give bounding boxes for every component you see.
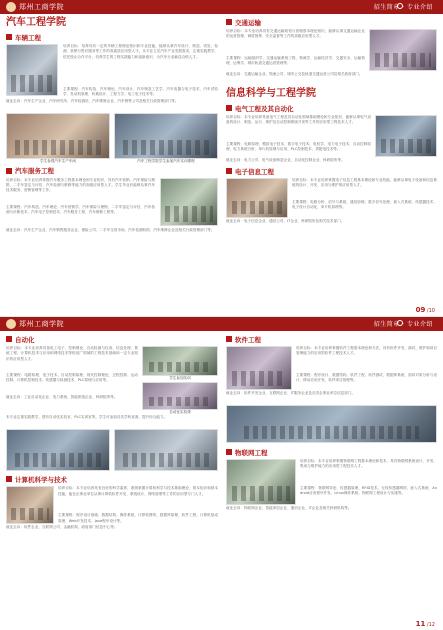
paragraph: 主要课程：物联网导论、传感器原理、RFID技术、无线传感器网络、嵌入式系统、Android应用程序开发、Linux操作系统、物联网工程设计与实施等。 (300, 486, 437, 496)
paragraph: 培养目标：本专业培养掌握物联网工程基本理论和技术，具有物联网系统设计、开发、集成与维护能力的应用型工程技术人才。 (300, 459, 437, 469)
paragraph: 培养目标：本专业培养具备电气工程及其自动化领域基础理论和专业知识，能够从事电气设备的设计、制造、运行、维护及自动控制系统开发等工作的应用型工程技术人才。 (226, 115, 371, 125)
paragraph: 主要课程：汽车构造、汽车理论、汽车营销学、汽车保险与理赔、二手车鉴定与评估、汽车检测与诊断技术、汽车电子控制技术、汽车服务工程、汽车维修工程等。 (6, 204, 155, 214)
paragraph: 就业去向：物联网企业、智能家居企业、通信企业、IT企业及相关科研机构等。 (226, 506, 352, 510)
square-bullet-icon (226, 19, 232, 25)
school-name: 郑州工商学院 (19, 3, 64, 11)
electronics-photo (226, 178, 288, 218)
school-logo-icon (6, 319, 16, 329)
cs-photo (6, 486, 54, 524)
brochure-page-2 (0, 316, 443, 630)
photo-training (114, 113, 218, 159)
paragraph: 主要课程：电路分析、信号与系统、通信原理、数字信号处理、嵌入式系统、传感器技术、电子设计自动化、单片机原理等。 (292, 200, 437, 210)
photo-caption: 自动化实验课 (169, 409, 191, 414)
school-name: 郑州工商学院 (19, 320, 64, 328)
paragraph: 就业去向：电子信息企业、通信公司、IT企业、科研院所及相关技术部门。 (226, 219, 345, 223)
left-column (6, 17, 218, 239)
paragraph: 就业去向：工业自动化企业、电力系统、智能制造企业、科研院所等。 (6, 395, 118, 399)
subsection-title: 车辆工程 (15, 33, 41, 42)
square-bullet-icon (226, 336, 232, 342)
square-bullet-icon (226, 105, 232, 111)
photo-caption: 学生参观汽车生产车间 (40, 159, 76, 163)
right-column (226, 17, 437, 230)
subsection-title: 交通运输 (235, 18, 261, 27)
paragraph: 主要课程：程序设计、数据结构、软件工程、软件测试、数据库系统、面向对象分析与设计、移动应用开发、软件项目管理等。 (296, 373, 437, 383)
paragraph: 主要课程：电路原理、模拟电子技术、数字电子技术、电机学、电力电子技术、自动控制原理、电力系统分析、单片机原理与应用、PLC控制技术、供配电技术等。 (226, 142, 371, 152)
paragraph: 就业去向：汽车生产企业、汽车研究所、汽车检测站、汽车维修企业、汽车销售公司及相关行政管理部门等。 (6, 99, 179, 103)
subsection-heading (6, 334, 218, 344)
paragraph: 培养目标：本专业培养具有交通运输规划与管理基本理论知识，能够从事交通运输企业的运营管理、调度指挥、安全监督等工作的高级应用型人才。 (226, 29, 365, 39)
subsection-heading (226, 17, 437, 27)
paragraph: 就业去向：电力公司、电气设备制造企业、自动化控制企业、科研院所等。 (226, 158, 345, 162)
subsection-heading (226, 103, 437, 113)
subsection-heading (226, 166, 437, 176)
subsection-title: 物联网工程 (235, 448, 268, 457)
photo-caption: 汽车工程学院学生参加汽车实训课程 (137, 159, 195, 163)
automation-photo (142, 346, 218, 376)
paragraph: 本专业注重实践教学，建有自动化实验室、PLC实训室等，学生可参加各类学科竞赛，提升综合能力。 (6, 415, 168, 420)
page-header (0, 317, 443, 331)
section-title: 汽车工程学院 (6, 17, 66, 28)
paragraph: 培养目标：本专业培养掌握汽车服务工程基本理论和专业知识，具有汽车营销、汽车保险与理赔、二手车鉴定与评估、汽车检测与维修等能力的高级应用型人才。学生毕业后能够从事汽车技术服务、营销管理等工作。 (6, 177, 155, 193)
square-bullet-icon (226, 168, 232, 174)
left-column (6, 334, 218, 536)
subsection-title: 汽车服务工程 (15, 167, 54, 176)
paragraph: 就业去向：交通运输企业、物流公司、城市公交及轨道交通运营公司及相关政府部门。 (226, 72, 363, 76)
square-bullet-icon (6, 34, 12, 40)
paragraph: 培养目标：本专业培养具有良好的科学素养，系统掌握计算机科学与技术基础理论、基本知识和基本技能，能在企事业单位从事计算机软件开发、系统设计、网络管理等工作的应用型专门人才。 (58, 486, 218, 496)
right-column (226, 334, 437, 517)
square-bullet-icon (6, 168, 12, 174)
vehicle-photo (6, 44, 58, 96)
service-photo (160, 178, 218, 226)
subsection-title: 电气工程及其自动化 (235, 104, 294, 113)
paragraph: 培养目标：培养具有一定的车辆工程理论知识和专业技能，能够从事汽车设计、制造、试验、检测、营销与售后服务等工作的高素质应用型人才。本专业立足汽车产业发展需求，注重实践教学，依托校企合作平台，培养学生的工程实践能力和创新意识，为汽车行业输送合格人才。 (63, 44, 218, 59)
paragraph: 就业去向：软件企业、互联网公司、金融机构、政府部门信息中心等。 (6, 525, 118, 530)
page-number: 09 /10 (415, 306, 435, 314)
header-banner: 招生简章 · 专业介绍 (373, 321, 433, 328)
computer-lab-photo (6, 429, 110, 471)
square-bullet-icon (6, 476, 12, 482)
subsection-title: 自动化 (15, 335, 35, 344)
subsection-heading (6, 166, 218, 176)
page-header (0, 0, 443, 14)
subsection-heading (226, 447, 437, 457)
subsection-heading (6, 32, 218, 42)
lab-photo (375, 115, 437, 157)
paragraph: 就业去向：软件开发企业、互联网企业、IT服务企业及各类企事业单位信息部门。 (226, 391, 356, 395)
subsection-heading (6, 474, 218, 484)
paragraph: 主要课程：程序设计基础、数据结构、操作系统、计算机网络、数据库原理、软件工程、计算机组成原理、Web开发技术、Java程序设计等。 (58, 513, 218, 523)
photo-caption: 学生参加实训 (169, 376, 191, 380)
paragraph: 主要课程：运输组织学、交通运输系统工程、物流学、运输经济学、交通安全、运输管理、运筹学、城市轨道交通运营管理等。 (226, 56, 365, 66)
header-banner: 招生简章 · 专业介绍 (373, 4, 433, 11)
programming-class-photo (114, 429, 218, 471)
subsection-title: 电子信息工程 (235, 167, 274, 176)
subsection-heading (226, 334, 437, 344)
software-class-photo (226, 405, 437, 443)
subsection-title: 计算机科学与技术 (15, 475, 67, 484)
software-photo (226, 346, 292, 390)
square-bullet-icon (226, 449, 232, 455)
paragraph: 培养目标：本专业培养掌握电子信息工程基本理论和专业技能，能够从事电子设备和信息系统的设计、开发、应用与维护的应用型人才。 (292, 178, 437, 188)
iot-photo (226, 459, 296, 505)
school-logo-icon (6, 2, 16, 12)
section-title: 信息科学与工程学院 (226, 88, 316, 99)
photo-workshop (6, 113, 110, 159)
square-bullet-icon (6, 336, 12, 342)
subsection-title: 软件工程 (235, 335, 261, 344)
paragraph: 培养目标：本专业培养掌握软件工程基本理论和方法，具有软件开发、测试、维护和项目管理能力的应用型软件工程技术人才。 (296, 346, 437, 356)
paragraph: 就业去向：汽车生产企业、汽车销售服务企业、保险公司、二手车交易市场、汽车检测机构、汽车维修企业及相关行政管理部门等。 (6, 227, 215, 232)
paragraph: 主要课程：汽车构造、汽车理论、汽车设计、汽车制造工艺学、汽车电器与电子技术、汽车试验学、发动机原理、机械设计、工程力学、电工电子技术等。 (63, 87, 218, 97)
classroom-photo (369, 29, 437, 71)
automation-lab-photo (142, 382, 218, 410)
paragraph: 主要课程：电路原理、电子技术、自动控制原理、现代控制理论、过程控制、运动控制、计算机控制技术、传感器与检测技术、PLC原理与应用等。 (6, 373, 138, 383)
page-number: 11 /12 (415, 620, 435, 628)
paragraph: 培养目标：本专业培养具备电工电子、控制理论、自动检测与仪表、信息处理、系统工程、计算机技术与应用和网络技术等较宽广领域的工程技术基础和一定专业知识的应用型人才。 (6, 346, 138, 361)
